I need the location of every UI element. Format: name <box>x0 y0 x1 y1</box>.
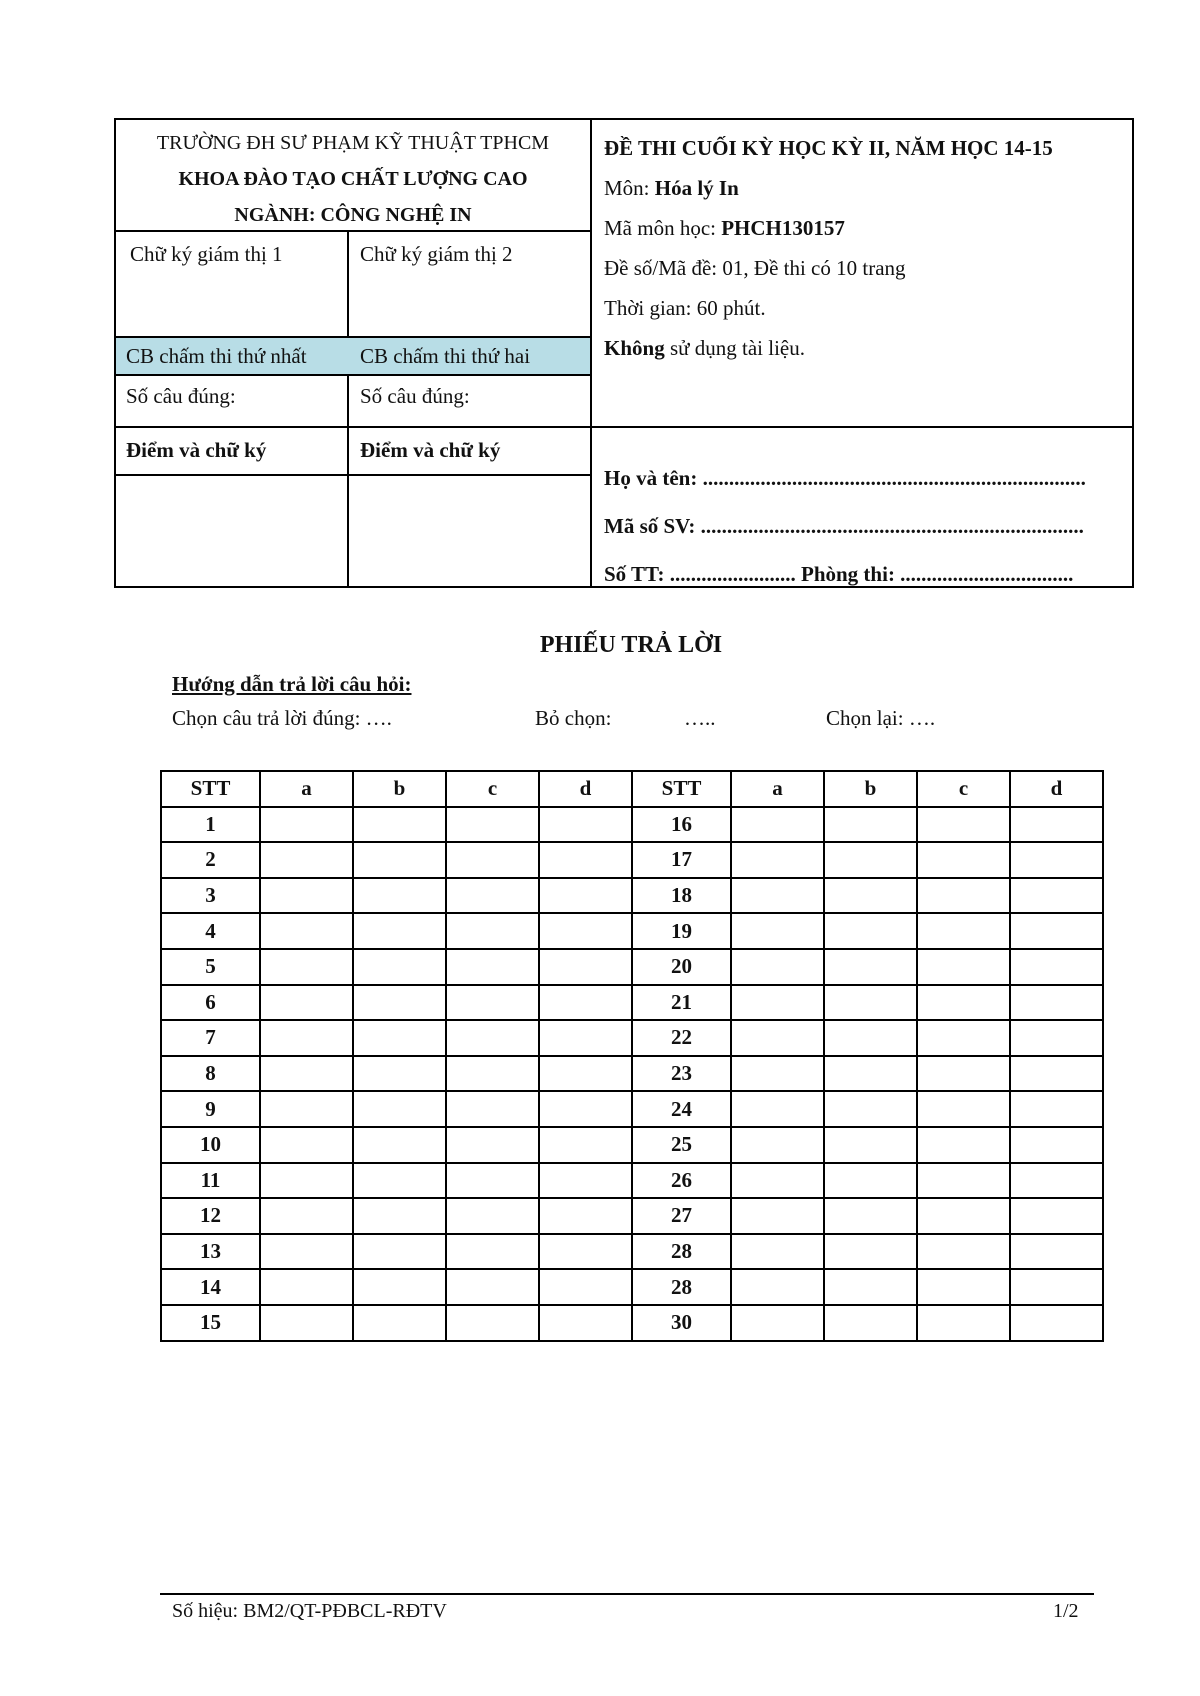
answer-cell-b[interactable] <box>824 1269 917 1305</box>
answer-cell-a[interactable] <box>731 878 824 914</box>
header-rule <box>116 474 590 476</box>
answer-grid <box>160 770 1104 1342</box>
answer-cell-d[interactable] <box>1010 842 1103 878</box>
answer-cell-a[interactable] <box>731 913 824 949</box>
score-sign-label-2: Điểm và chữ ký <box>360 438 501 462</box>
question-number: 5 <box>161 949 260 985</box>
answer-cell-b[interactable] <box>824 1163 917 1199</box>
answer-cell-d[interactable] <box>539 949 632 985</box>
answer-cell-d[interactable] <box>1010 807 1103 843</box>
answer-cell-d[interactable] <box>539 807 632 843</box>
question-number: 26 <box>632 1163 731 1199</box>
answer-cell-c[interactable] <box>917 842 1010 878</box>
table-row <box>161 949 1103 985</box>
table-row <box>161 1127 1103 1163</box>
answer-cell-a[interactable] <box>731 1127 824 1163</box>
table-row <box>161 1091 1103 1127</box>
answer-cell-d[interactable] <box>539 1305 632 1341</box>
answer-cell-b[interactable] <box>824 949 917 985</box>
answer-cell-b[interactable] <box>353 1163 446 1199</box>
answer-cell-d[interactable] <box>1010 1198 1103 1234</box>
answer-cell-b[interactable] <box>353 1305 446 1341</box>
materials-bold: Không <box>604 336 665 360</box>
table-row <box>161 878 1103 914</box>
answer-cell-a[interactable] <box>260 1198 353 1234</box>
faculty-name: KHOA ĐÀO TẠO CHẤT LƯỢNG CAO <box>178 168 528 190</box>
exam-number-label: Đề số/Mã đề: <box>604 256 718 280</box>
question-number: 1 <box>161 807 260 843</box>
table-row <box>161 1056 1103 1092</box>
answer-cell-d[interactable] <box>1010 878 1103 914</box>
code-line <box>604 216 845 241</box>
column-header: STT <box>161 771 260 807</box>
header-divider-main <box>590 120 592 586</box>
column-header: b <box>824 771 917 807</box>
answer-cell-d[interactable] <box>1010 1020 1103 1056</box>
answer-cell-d[interactable] <box>539 842 632 878</box>
student-name-line: Họ và tên: ......................................................................... <box>604 466 1086 490</box>
subject-value: Hóa lý In <box>654 176 739 200</box>
answer-cell-d[interactable] <box>1010 913 1103 949</box>
answer-cell-c[interactable] <box>917 1163 1010 1199</box>
answer-cell-a[interactable] <box>260 842 353 878</box>
answer-cell-b[interactable] <box>353 878 446 914</box>
answer-cell-d[interactable] <box>539 1163 632 1199</box>
answer-cell-c[interactable] <box>446 1163 539 1199</box>
answer-cell-d[interactable] <box>1010 1305 1103 1341</box>
answer-cell-c[interactable] <box>917 1305 1010 1341</box>
page-number: 1/2 <box>1053 1600 1079 1622</box>
table-row <box>161 1269 1103 1305</box>
answer-cell-d[interactable] <box>539 878 632 914</box>
answer-cell-d[interactable] <box>1010 1091 1103 1127</box>
answer-cell-d[interactable] <box>539 985 632 1021</box>
answer-cell-c[interactable] <box>446 949 539 985</box>
answer-cell-c[interactable] <box>917 1091 1010 1127</box>
answer-cell-b[interactable] <box>824 1198 917 1234</box>
answer-cell-d[interactable] <box>539 1198 632 1234</box>
answer-cell-a[interactable] <box>260 807 353 843</box>
instruction-unselect-mark: ….. <box>684 706 716 730</box>
column-header: c <box>446 771 539 807</box>
question-number: 9 <box>161 1091 260 1127</box>
table-row <box>161 1234 1103 1270</box>
question-number: 6 <box>161 985 260 1021</box>
time-label: Thời gian: <box>604 296 692 320</box>
answer-cell-c[interactable] <box>446 878 539 914</box>
column-header: a <box>260 771 353 807</box>
question-number: 20 <box>632 949 731 985</box>
answer-cell-a[interactable] <box>731 1269 824 1305</box>
proctor1-label: Chữ ký giám thị 1 <box>130 242 283 266</box>
answer-cell-b[interactable] <box>824 842 917 878</box>
question-number: 14 <box>161 1269 260 1305</box>
subject-label: Môn: <box>604 176 650 200</box>
header-rule <box>116 374 590 376</box>
question-number: 28 <box>632 1234 731 1270</box>
score-sign-label-1: Điểm và chữ ký <box>126 438 267 462</box>
proctor2-label: Chữ ký giám thị 2 <box>360 242 513 266</box>
column-header: c <box>917 771 1010 807</box>
answer-cell-c[interactable] <box>446 1091 539 1127</box>
header-divider-left <box>347 230 349 586</box>
answer-sheet-title: PHIẾU TRẢ LỜI <box>539 632 723 658</box>
answer-cell-b[interactable] <box>824 913 917 949</box>
answer-cell-c[interactable] <box>917 949 1010 985</box>
question-number: 13 <box>161 1234 260 1270</box>
exam-title: ĐỀ THI CUỐI KỲ HỌC KỲ II, NĂM HỌC 14-15 <box>604 136 1053 160</box>
column-header: d <box>1010 771 1103 807</box>
instruction-unselect: Bỏ chọn: <box>535 706 612 730</box>
answer-cell-a[interactable] <box>731 1234 824 1270</box>
answer-cell-a[interactable] <box>260 1091 353 1127</box>
answer-cell-c[interactable] <box>446 985 539 1021</box>
table-row <box>161 913 1103 949</box>
answer-cell-c[interactable] <box>917 1269 1010 1305</box>
answer-cell-a[interactable] <box>731 985 824 1021</box>
question-number: 12 <box>161 1198 260 1234</box>
question-number: 25 <box>632 1127 731 1163</box>
instruction-choose: Chọn câu trả lời đúng: …. <box>172 706 392 730</box>
seat-room-line: Số TT: ........................ Phòng thi: ................................. <box>604 562 1074 586</box>
answer-cell-c[interactable] <box>446 1127 539 1163</box>
answer-cell-b[interactable] <box>353 1056 446 1092</box>
time-value: 60 phút. <box>696 296 766 320</box>
answer-cell-b[interactable] <box>353 1127 446 1163</box>
answer-cell-a[interactable] <box>731 1020 824 1056</box>
answer-cell-a[interactable] <box>731 949 824 985</box>
answer-cell-b[interactable] <box>824 807 917 843</box>
answer-cell-d[interactable] <box>539 1127 632 1163</box>
answer-cell-a[interactable] <box>731 842 824 878</box>
exam-number-line <box>604 256 906 281</box>
materials-line <box>604 336 805 361</box>
question-number: 19 <box>632 913 731 949</box>
answer-cell-c[interactable] <box>917 985 1010 1021</box>
question-number: 23 <box>632 1056 731 1092</box>
answer-cell-d[interactable] <box>1010 1056 1103 1092</box>
answer-cell-b[interactable] <box>353 913 446 949</box>
grader1-label: CB chấm thi thứ nhất <box>126 344 307 368</box>
answer-cell-d[interactable] <box>1010 949 1103 985</box>
table-row <box>161 807 1103 843</box>
answer-cell-b[interactable] <box>353 1020 446 1056</box>
answer-cell-c[interactable] <box>917 1056 1010 1092</box>
answer-cell-a[interactable] <box>260 913 353 949</box>
column-header: d <box>539 771 632 807</box>
answer-cell-c[interactable] <box>917 1020 1010 1056</box>
answer-cell-a[interactable] <box>260 985 353 1021</box>
answer-cell-a[interactable] <box>260 1127 353 1163</box>
university-name: TRƯỜNG ĐH SƯ PHẠM KỸ THUẬT TPHCM <box>156 132 550 154</box>
answer-cell-a[interactable] <box>731 1056 824 1092</box>
answer-cell-c[interactable] <box>917 913 1010 949</box>
answer-cell-c[interactable] <box>446 1234 539 1270</box>
answer-cell-c[interactable] <box>917 878 1010 914</box>
answer-cell-b[interactable] <box>824 1091 917 1127</box>
answer-cell-d[interactable] <box>539 1020 632 1056</box>
answer-cell-d[interactable] <box>1010 1163 1103 1199</box>
question-number: 2 <box>161 842 260 878</box>
answer-cell-d[interactable] <box>539 1269 632 1305</box>
question-number: 10 <box>161 1127 260 1163</box>
table-row <box>161 842 1103 878</box>
answer-cell-d[interactable] <box>539 913 632 949</box>
question-number: 4 <box>161 913 260 949</box>
table-row <box>161 1305 1103 1341</box>
question-number: 24 <box>632 1091 731 1127</box>
answer-cell-b[interactable] <box>353 1234 446 1270</box>
answer-cell-d[interactable] <box>539 1056 632 1092</box>
answer-cell-b[interactable] <box>353 949 446 985</box>
question-number: 8 <box>161 1056 260 1092</box>
answer-cell-a[interactable] <box>260 1056 353 1092</box>
answer-cell-b[interactable] <box>353 842 446 878</box>
answer-cell-c[interactable] <box>917 807 1010 843</box>
table-row <box>161 1163 1103 1199</box>
answer-cell-d[interactable] <box>1010 1269 1103 1305</box>
answer-cell-a[interactable] <box>731 1091 824 1127</box>
answer-cell-c[interactable] <box>917 1234 1010 1270</box>
answer-cell-c[interactable] <box>446 913 539 949</box>
answer-cell-c[interactable] <box>917 1127 1010 1163</box>
answer-cell-d[interactable] <box>539 1234 632 1270</box>
header-rule <box>116 426 1134 428</box>
question-number: 16 <box>632 807 731 843</box>
answer-cell-b[interactable] <box>824 1234 917 1270</box>
code-label: Mã môn học: <box>604 216 716 240</box>
code-value: PHCH130157 <box>721 216 845 240</box>
answer-cell-a[interactable] <box>731 1163 824 1199</box>
answer-cell-c[interactable] <box>446 807 539 843</box>
grader2-label: CB chấm thi thứ hai <box>360 344 531 368</box>
answer-cell-c[interactable] <box>917 1198 1010 1234</box>
answer-cell-b[interactable] <box>824 985 917 1021</box>
answer-cell-d[interactable] <box>1010 1234 1103 1270</box>
answer-cell-b[interactable] <box>353 1091 446 1127</box>
question-number: 28 <box>632 1269 731 1305</box>
answer-cell-d[interactable] <box>1010 985 1103 1021</box>
answer-cell-b[interactable] <box>824 1305 917 1341</box>
answer-cell-b[interactable] <box>353 1198 446 1234</box>
column-header: STT <box>632 771 731 807</box>
question-number: 21 <box>632 985 731 1021</box>
answer-cell-b[interactable] <box>824 1020 917 1056</box>
answer-cell-c[interactable] <box>446 1305 539 1341</box>
question-number: 7 <box>161 1020 260 1056</box>
major-name: NGÀNH: CÔNG NGHỆ IN <box>234 204 472 226</box>
subject-line <box>604 176 739 201</box>
answer-cell-b[interactable] <box>824 1127 917 1163</box>
student-id-line: Mã số SV: ......................................................................... <box>604 514 1084 538</box>
table-row <box>161 1198 1103 1234</box>
table-row <box>161 1020 1103 1056</box>
time-line <box>604 296 766 321</box>
answer-cell-a[interactable] <box>731 1305 824 1341</box>
answer-cell-b[interactable] <box>353 985 446 1021</box>
materials-rest: sử dụng tài liệu. <box>669 336 805 360</box>
answer-cell-b[interactable] <box>824 878 917 914</box>
correct-count-label-1: Số câu đúng: <box>126 384 236 408</box>
question-number: 18 <box>632 878 731 914</box>
footer-rule <box>160 1593 1094 1595</box>
answer-cell-c[interactable] <box>446 1198 539 1234</box>
instruction-reselect: Chọn lại: …. <box>826 706 936 730</box>
grid-header-row <box>161 771 1103 807</box>
answer-cell-a[interactable] <box>731 1198 824 1234</box>
answer-cell-d[interactable] <box>539 1091 632 1127</box>
answer-cell-a[interactable] <box>260 1020 353 1056</box>
answer-cell-a[interactable] <box>260 1269 353 1305</box>
correct-count-label-2: Số câu đúng: <box>360 384 470 408</box>
header-rule <box>116 230 590 232</box>
answer-cell-a[interactable] <box>260 949 353 985</box>
instructions-heading: Hướng dẫn trả lời câu hỏi: <box>172 672 412 696</box>
answer-cell-c[interactable] <box>446 1020 539 1056</box>
answer-cell-b[interactable] <box>353 1269 446 1305</box>
answer-cell-c[interactable] <box>446 1056 539 1092</box>
answer-cell-a[interactable] <box>260 878 353 914</box>
question-number: 17 <box>632 842 731 878</box>
answer-cell-c[interactable] <box>446 842 539 878</box>
answer-cell-c[interactable] <box>446 1269 539 1305</box>
answer-cell-a[interactable] <box>260 1163 353 1199</box>
answer-cell-a[interactable] <box>260 1234 353 1270</box>
answer-cell-a[interactable] <box>731 807 824 843</box>
answer-cell-b[interactable] <box>824 1056 917 1092</box>
column-header: a <box>731 771 824 807</box>
question-number: 30 <box>632 1305 731 1341</box>
column-header: b <box>353 771 446 807</box>
question-number: 3 <box>161 878 260 914</box>
answer-cell-d[interactable] <box>1010 1127 1103 1163</box>
question-number: 22 <box>632 1020 731 1056</box>
question-number: 11 <box>161 1163 260 1199</box>
exam-number-value: 01, Đề thi có 10 trang <box>722 256 906 280</box>
answer-cell-b[interactable] <box>353 807 446 843</box>
document-code: Số hiệu: BM2/QT-PĐBCL-RĐTV <box>172 1600 447 1622</box>
exam-header-box <box>114 118 1134 588</box>
question-number: 27 <box>632 1198 731 1234</box>
table-row <box>161 985 1103 1021</box>
question-number: 15 <box>161 1305 260 1341</box>
answer-cell-a[interactable] <box>260 1305 353 1341</box>
